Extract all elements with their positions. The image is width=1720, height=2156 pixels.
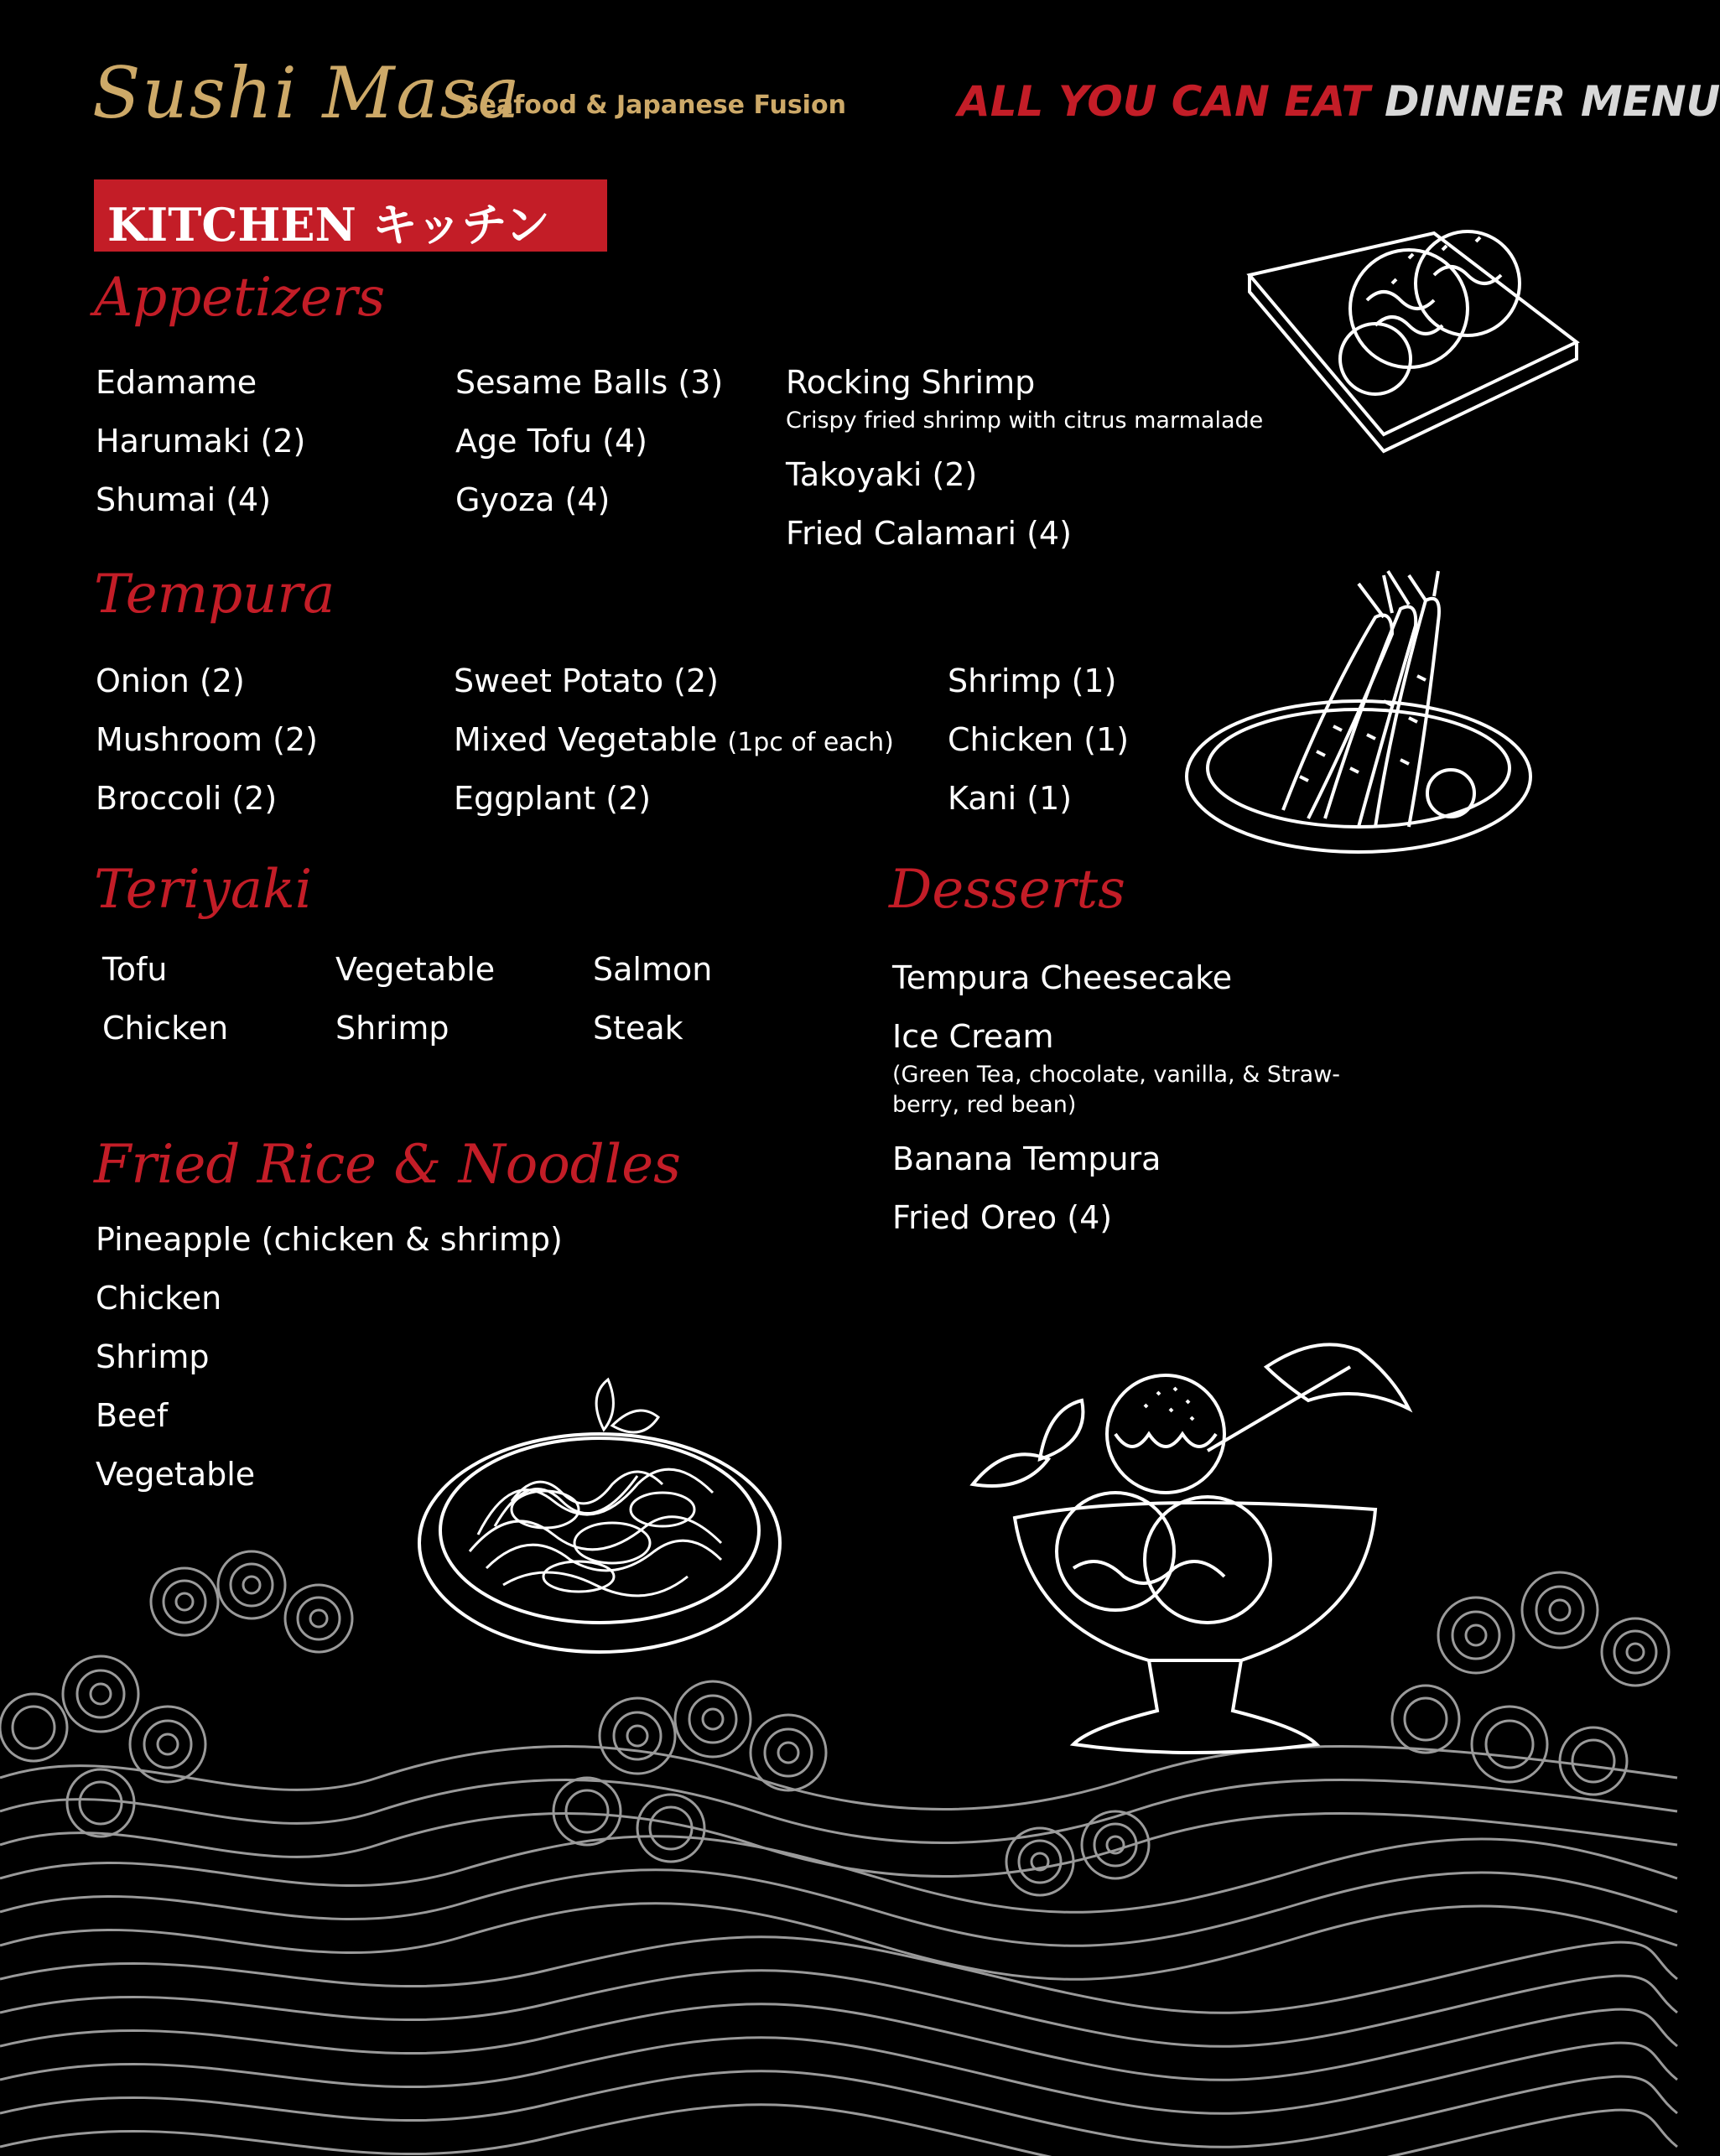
tempura-item: Eggplant (2) bbox=[454, 780, 652, 817]
kitchen-banner bbox=[94, 179, 607, 252]
appetizer-description: Crispy fried shrimp with citrus marmalade bbox=[786, 408, 1264, 434]
wave-pattern bbox=[0, 1526, 1677, 2156]
dessert-item: Banana Tempura bbox=[892, 1140, 1161, 1177]
appetizer-item: Fried Calamari (4) bbox=[786, 515, 1072, 552]
dessert-description: (Green Tea, chocolate, vanilla, & Straw- bbox=[892, 1062, 1341, 1088]
fried-rice-item: Chicken bbox=[96, 1280, 222, 1317]
teriyaki-item: Salmon bbox=[593, 951, 713, 988]
takoyaki-illustration bbox=[1241, 191, 1585, 443]
menu-title bbox=[958, 77, 1720, 126]
tempura-shrimp-illustration bbox=[1182, 567, 1535, 869]
kitchen-label: KITCHEN キッチン bbox=[107, 198, 550, 252]
dessert-item: Ice Cream bbox=[892, 1018, 1054, 1055]
appetizer-item: Edamame bbox=[96, 364, 257, 401]
tagline: Seafood & Japanese Fusion bbox=[461, 91, 846, 120]
fried-rice-item: Vegetable bbox=[96, 1456, 256, 1493]
fried-rice-item: Pineapple (chicken & shrimp) bbox=[96, 1221, 563, 1258]
teriyaki-item: Vegetable bbox=[335, 951, 496, 988]
menu-title-gray: DINNER MENU bbox=[1385, 77, 1720, 126]
appetizer-item: Shumai (4) bbox=[96, 481, 272, 518]
fried-rice-title: Fried Rice & Noodles bbox=[94, 1134, 681, 1196]
tempura-item bbox=[454, 721, 894, 758]
appetizer-item: Sesame Balls (3) bbox=[455, 364, 724, 401]
tempura-item: Onion (2) bbox=[96, 662, 245, 699]
teriyaki-item: Chicken bbox=[102, 1010, 229, 1047]
tempura-item-label: Mixed Vegetable bbox=[454, 721, 718, 758]
appetizer-item: Takoyaki (2) bbox=[786, 456, 978, 493]
tempura-item: Kani (1) bbox=[948, 780, 1073, 817]
tempura-title: Tempura bbox=[94, 564, 335, 626]
noodles-illustration bbox=[411, 1367, 788, 1660]
teriyaki-item: Tofu bbox=[102, 951, 168, 988]
tempura-item: Chicken (1) bbox=[948, 721, 1130, 758]
dessert-description: berry, red bean) bbox=[892, 1092, 1077, 1118]
dessert-item: Tempura Cheesecake bbox=[892, 959, 1233, 996]
menu-title-red: ALL YOU CAN EAT bbox=[958, 77, 1370, 126]
fried-rice-item: Shrimp bbox=[96, 1338, 210, 1375]
dessert-item: Fried Oreo (4) bbox=[892, 1199, 1113, 1236]
appetizer-item: Age Tofu (4) bbox=[455, 423, 647, 460]
appetizer-item: Harumaki (2) bbox=[96, 423, 306, 460]
appetizers-title: Appetizers bbox=[94, 267, 386, 329]
tempura-item: Broccoli (2) bbox=[96, 780, 278, 817]
appetizer-item: Gyoza (4) bbox=[455, 481, 611, 518]
tempura-item: Mushroom (2) bbox=[96, 721, 318, 758]
teriyaki-item: Steak bbox=[593, 1010, 683, 1047]
teriyaki-title: Teriyaki bbox=[94, 859, 313, 921]
tempura-item: Sweet Potato (2) bbox=[454, 662, 719, 699]
appetizer-item: Rocking Shrimp bbox=[786, 364, 1036, 401]
ice-cream-sundae-illustration bbox=[964, 1342, 1426, 1778]
logo: Sushi Masa bbox=[92, 52, 522, 134]
tempura-item: Shrimp (1) bbox=[948, 662, 1117, 699]
teriyaki-item: Shrimp bbox=[335, 1010, 449, 1047]
fried-rice-item: Beef bbox=[96, 1397, 169, 1434]
desserts-title: Desserts bbox=[889, 859, 1125, 921]
tempura-item-note: (1pc of each) bbox=[727, 728, 894, 757]
